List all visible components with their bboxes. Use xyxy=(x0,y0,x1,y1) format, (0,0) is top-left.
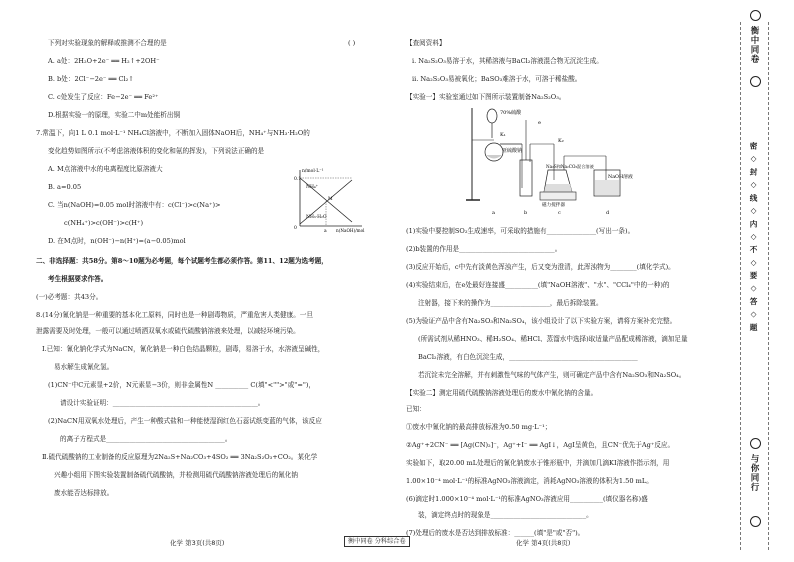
left-text-line: C. c处发生了反应：Fe−2e⁻ ══ Fe²⁺ xyxy=(48,93,159,101)
left-text-line: D. 在M点时，n(OH⁻)−n(H⁺)=(a−0.05)mol xyxy=(48,237,186,245)
right-text-line: 【查阅资料】 xyxy=(406,39,446,47)
right-text-line: (3)反应开始后，c中先有淡黄色浑浊产生，后又变为澄清，此浑浊物为________(填化学式)。 xyxy=(406,263,675,271)
right-text-line: BaCl₂溶液，有白色沉淀生成，_______________________________________ xyxy=(418,353,638,361)
left-text-line: 易水解生成氰化氢。 xyxy=(54,363,114,371)
label-naoh: NaOH溶液 xyxy=(608,175,633,180)
left-text-line: 下列对实验现象的解释或推测不合理的是 xyxy=(48,39,167,47)
right-text-line: ②Ag⁺+2CN⁻ ══ [Ag(CN)₂]⁻，Ag⁺+I⁻ ══ AgI↓，AgI呈黄色，且CN⁻优先于Ag⁺反应。 xyxy=(406,441,675,449)
right-text-line: ⅰ. Na₂S₂O₃易溶于水，其稀溶液与BaCl₂溶液混合物无沉淀生成。 xyxy=(412,57,603,65)
left-text-line: C. 当n(NaOH)=0.05 mol时溶液中有：c(Cl⁻)>c(Na⁺)> xyxy=(48,201,221,209)
label-acid: 70%硫酸 xyxy=(500,110,522,116)
seal-line xyxy=(740,22,741,550)
right-text-line: (1)实验中要控制SO₂生成速率，可采取的措施有_______________(写出一条)。 xyxy=(406,227,635,235)
right-text-line: (7)处理后的废水是否达到排放标准：______(填"是"或"否")。 xyxy=(406,529,585,537)
left-text-line: A. M点溶液中水的电离程度比原溶液大 xyxy=(48,165,163,173)
left-text-line: 7.常温下，向1 L 0.1 mol·L⁻¹ NH₄Cl溶液中，不断加入固体NaOH后，NH₄⁺与NH₃·H₂O的 xyxy=(36,129,310,137)
sidebar-top-text: 衡中同卷 xyxy=(749,26,759,64)
seal-line xyxy=(768,22,769,550)
binding-hole-icon xyxy=(750,438,761,449)
graph-curve-label: NH₄⁺ xyxy=(306,185,319,190)
exam-series-label: 衡中同卷 分科综合卷 xyxy=(344,536,410,547)
label-stirrer: 磁力搅拌器 xyxy=(542,203,565,208)
right-text-line: (4)实验结束后，在e处最好连接盛__________(填"NaOH溶液"、"水"、"CCl₄"中的一种)的 xyxy=(406,281,670,289)
right-footer: 化学 第4页(共8页) xyxy=(516,539,571,547)
graph-tick: 0 xyxy=(294,226,297,231)
right-text-line: (5)为验证产品中含有Na₂SO₃和Na₂SO₄，该小组设计了以下实验方案，请将方案补充完整。 xyxy=(406,317,677,325)
left-text-line: 兴趣小组用下图实验装置制备硫代硫酸钠，并检测用硫代硫酸钠溶液处理后的氰化钠 xyxy=(54,471,298,479)
right-text-line: (所需试剂从稀HNO₃、稀H₂SO₄、稀HCl、蒸馏水中选择)取适量产品配成稀溶液，滴加足量 xyxy=(418,335,688,343)
left-text-line: Ⅱ.硫代硫酸钠的工业制备的反应原理为2Na₂S+Na₂CO₃+4SO₂ ══ 3Na₂S₂O₃+CO₂。某化学 xyxy=(42,453,318,461)
left-footer: 化学 第3页(共8页) xyxy=(170,539,225,547)
label-k2: K₂ xyxy=(558,138,564,144)
binding-hole-icon xyxy=(750,76,761,87)
label-a: a xyxy=(492,210,495,216)
left-text-line: D.根据实验一的原理，实验二中m处能析出铜 xyxy=(48,111,181,119)
label-salt: 亚硫酸钠 xyxy=(502,148,523,154)
right-page xyxy=(398,0,720,562)
sidebar-middle-text: 密 ◇ 封 ◇ 线 ◇ 内 ◇ 不 ◇ 要 ◇ 答 ◇ 题 xyxy=(749,142,758,332)
left-text-line: A. a处：2H₂O+2e⁻ ══ H₂↑+2OH⁻ xyxy=(48,57,160,65)
left-text-line: 请设计实验证明：____________________________________________。 xyxy=(60,399,265,407)
label-e: e xyxy=(538,120,541,126)
sidebar-bottom-text: 与你同行 xyxy=(749,454,759,492)
left-text-line: (一)必考题：共43分。 xyxy=(36,293,103,301)
left-text-line: 的离子方程式是____________________________________。 xyxy=(60,435,232,443)
right-text-line: 【实验一】实验室通过如下图所示装置制备Na₂S₂O₃。 xyxy=(406,93,566,101)
graph-tick: a xyxy=(324,229,327,234)
left-text-line: 变化趋势如图所示(不考虑溶液体积的变化和氨的挥发)，下列说法正确的是 xyxy=(48,147,265,155)
label-b: b xyxy=(524,210,528,216)
left-text-line: 8.(14分)氰化钠是一种重要的基本化工原料，同时也是一种剧毒物质，严重危害人类健康。一旦 xyxy=(36,311,313,319)
graph-point-label: M xyxy=(328,197,333,202)
label-k1: K₁ xyxy=(500,132,506,138)
right-text-line: 装，滴定终点时的现象是_____________________________。 xyxy=(418,511,593,519)
graph-y-label: n/mol·L⁻¹ xyxy=(302,169,324,174)
left-text-line: (2)NaCN用双氧水处理后，产生一种酸式盐和一种能使湿润红色石蕊试纸变蓝的气体，该反应 xyxy=(48,417,322,425)
right-text-line: (2)b装置的作用是_____________________________。 xyxy=(406,245,562,253)
right-text-line: ①废水中氰化钠的最高排放标准为0.50 mg·L⁻¹； xyxy=(406,423,552,431)
graph-x-label: n(NaOH)/mol xyxy=(336,228,365,233)
right-text-line: ⅱ. Na₂S₂O₃易被氧化；BaSO₃难溶于水，可溶于稀盐酸。 xyxy=(412,75,582,83)
ammonium-graph xyxy=(292,166,366,234)
left-text-line: (1)CN⁻中C元素显+2价，N元素显−3价，则非金属性N __________ C(填"<"">"或"=")， xyxy=(48,381,316,389)
left-text-line: ( ) xyxy=(348,39,356,47)
right-text-line: 已知： xyxy=(406,405,426,413)
right-text-line: 【实验二】测定用硫代硫酸钠溶液处理后的废水中氰化钠的含量。 xyxy=(406,389,598,397)
left-text-line: B. a=0.05 xyxy=(48,183,82,191)
left-text-line: 泄露需要及时处理，一般可以通过喷洒双氧水或硫代硫酸钠溶液来处理，以减轻环境污染。 xyxy=(36,327,300,335)
label-d: d xyxy=(606,210,610,216)
binding-hole-icon xyxy=(750,10,761,21)
left-text-line: 二、非选择题：共58分。第8～10题为必考题，每个试题考生都必须作答。第11、12题为选考题， xyxy=(36,257,328,265)
graph-curve-label: NH₃·H₂O xyxy=(306,215,327,220)
binding-sidebar xyxy=(728,0,794,562)
left-text-line: B. b处：2Cl⁻−2e⁻ ══ Cl₂↑ xyxy=(48,75,134,83)
left-text-line: 考生根据要求作答。 xyxy=(48,275,108,283)
right-text-line: (6)滴定时1.000×10⁻⁴ mol·L⁻¹的标准AgNO₃溶液应用__________(填仪器名称)盛 xyxy=(406,495,648,503)
right-text-line: 实验如下，取20.00 mL处理后的氰化钠废水于锥形瓶中，并滴加几滴KI溶液作指示剂，用 xyxy=(406,459,670,467)
right-text-line: 注射器，接下来的操作为__________________，最后拆除装置。 xyxy=(418,299,603,307)
graph-tick: 0.1 xyxy=(294,177,302,182)
left-text-line: c(NH₄⁺)>c(OH⁻)>c(H⁺) xyxy=(64,219,144,227)
right-text-line: 若沉淀未完全溶解，并有刺激性气味的气体产生，则可确定产品中含有Na₂SO₃和Na₂SO₄。 xyxy=(418,371,686,379)
apparatus-diagram xyxy=(466,100,646,218)
binding-hole-icon xyxy=(750,516,761,527)
label-c: c xyxy=(558,210,561,216)
right-text-line: 1.00×10⁻⁴ mol·L⁻¹的标准AgNO₃溶液滴定，消耗AgNO₃溶液的体积为1.50 mL。 xyxy=(406,477,653,485)
left-text-line: 废水能否达标排放。 xyxy=(54,489,114,497)
label-mix: Na₂S和Na₂CO₃混合溶液 xyxy=(546,164,594,169)
left-text-line: Ⅰ.已知：氰化钠化学式为NaCN，氰化钠是一种白色结晶颗粒，剧毒，易溶于水，水溶液呈碱性， xyxy=(42,345,325,353)
